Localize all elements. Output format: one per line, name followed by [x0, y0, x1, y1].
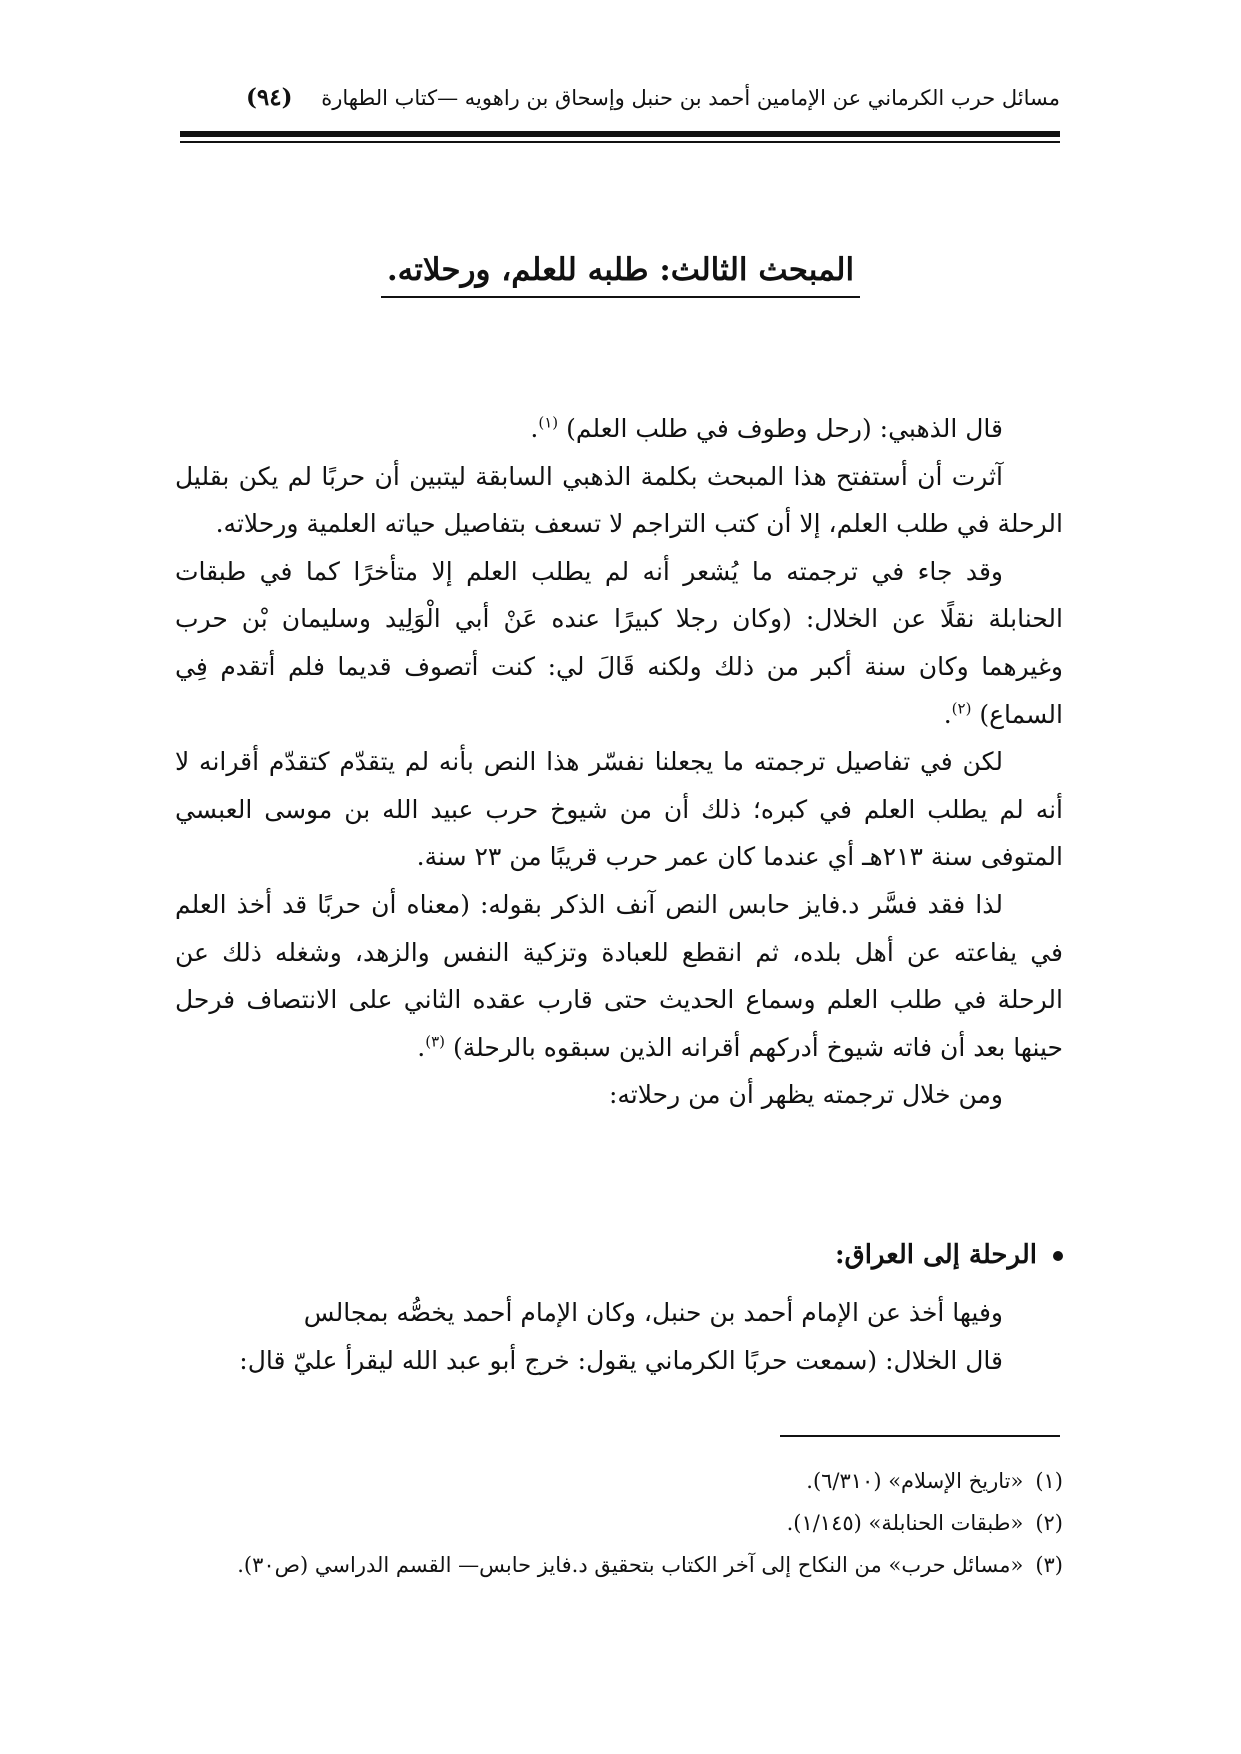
paragraph-7: وفيها أخذ عن الإمام أحمد بن حنبل، وكان الإمام أحمد يخصُّه بمجالس: [303, 1298, 1003, 1327]
section-title: [0, 252, 1241, 298]
header-rule-thin: [180, 141, 1060, 143]
paragraph-5: لذا فقد فسَّر د.فايز حابس النص آنف الذكر بقوله: (معناه أن حربًا قد أخذ العلم في يفاعته عن أهل بلده، ثم انقطع للعبادة وتزكية النفس والزهد، وشغله ذلك عن الرحلة في طلب العلم وسماع الحديث حتى قارب عقده الثاني على الانتصاف فرحل حينها بعد أن فاته شيوخ أدركهم أقرانه الذين سبقوه بالرحلة) $^{(٣)}$.: [175, 889, 1063, 1062]
footnote-ref-3: (٣): [425, 1032, 445, 1051]
header-rule-thick: [180, 131, 1060, 137]
bullet-heading-text: الرحلة إلى العراق:: [834, 1240, 1037, 1270]
footnotes: [175, 1460, 1063, 1586]
footnote-1: (١)«تاريخ الإسلام» (٦/٣١٠).: [806, 1469, 1063, 1493]
footnote-rule: [780, 1435, 1060, 1437]
page-number: (٩٤): [246, 84, 293, 111]
running-title: مسائل حرب الكرماني عن الإمامين أحمد بن حنبل وإسحاق بن راهويه —كتاب الطهارة: [321, 86, 1060, 110]
footnote-ref-2: (٢): [951, 699, 972, 718]
paragraph-8: قال الخلال: (سمعت حربًا الكرماني يقول: خرج أبو عبد الله ليقرأ عليّ قال:: [239, 1345, 1003, 1375]
paragraph-1: قال الذهبي: (رحل وطوف في طلب العلم) $^{(١)}$.: [530, 413, 1003, 443]
body-text-continued: [175, 1289, 1063, 1384]
paragraph-4: لكن في تفاصيل ترجمته ما يجعلنا نفسّر هذا النص بأنه لم يتقدّم كتقدّم أقرانه لا أنه لم يطلب العلم في كبره؛ ذلك أن من شيوخ حرب عبيد الله بن موسى العبسي المتوفى سنة ٢١٣هـ أي عندما كان عمر حرب قريبًا من ٢٣ سنة.: [175, 747, 1063, 872]
page-header: [180, 80, 1060, 120]
section-title-text: المبحث الثالث: طلبه للعلم، ورحلاته.: [381, 252, 860, 298]
bullet-heading: [835, 1240, 1063, 1270]
footnote-2: (٢)«طبقات الحنابلة» (١/١٤٥).: [786, 1511, 1063, 1535]
paragraph-3: وقد جاء في ترجمته ما يُشعر أنه لم يطلب العلم إلا متأخرًا كما في طبقات الحنابلة نقلًا عن الخلال: (وكان رجلا كبيرًا عنده عَنْ أبي الْوَلِيد وسليمان بْن حرب وغيرهما وكان سنة أكبر من ذلك ولكنه قَالَ لي: كنت أتصوف قديما فلم أتقدم فِي السماع) $^{(٢)}$.: [175, 556, 1063, 729]
body-text: [175, 405, 1063, 1119]
footnote-ref-1: (١): [538, 413, 559, 432]
footnote-3: (٣)«مسائل حرب» من النكاح إلى آخر الكتاب بتحقيق د.فايز حابس— القسم الدراسي (ص٣٠).: [237, 1553, 1063, 1577]
bullet-dot-icon: [1053, 1251, 1063, 1261]
paragraph-2: آثرت أن أستفتح هذا المبحث بكلمة الذهبي السابقة ليتبين أن حربًا لم يكن بقليل الرحلة في طلب العلم، إلا أن كتب التراجم لا تسعف بتفاصيل حياته العلمية ورحلاته.: [175, 461, 1063, 539]
paragraph-6: ومن خلال ترجمته يظهر أن من رحلاته:: [608, 1080, 1003, 1110]
